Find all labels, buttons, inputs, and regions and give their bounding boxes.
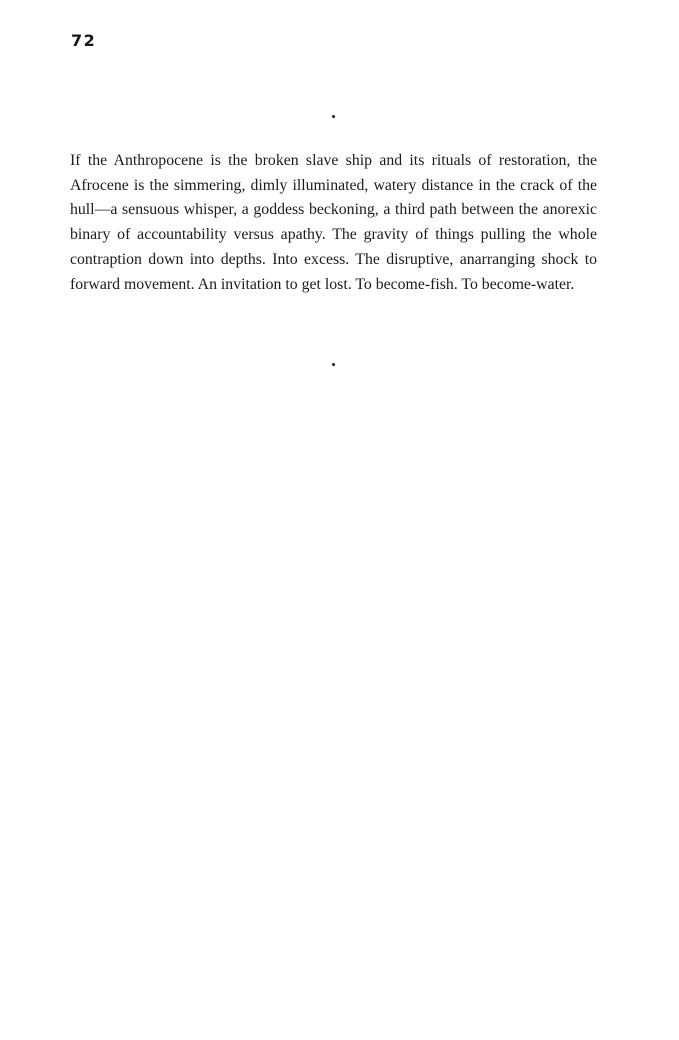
page-number: 72 <box>71 31 97 50</box>
section-separator-top: • <box>331 109 336 124</box>
section-separator-bottom: • <box>331 357 336 372</box>
body-paragraph: If the Anthropocene is the broken slave ship and its rituals of restoration, the Afrocene is the simmering, dimly illuminated, watery distance in the crack of the hull—a sensuous whisper, a goddess beckoning, a third path between the anorexic binary of accountability versus apathy. The gravity of things pulling the whole contraption down into depths. Into excess. The disruptive, anarranging shock to forward movement. An invitation to get lost. To become-fish. To become-water. <box>70 152 597 293</box>
